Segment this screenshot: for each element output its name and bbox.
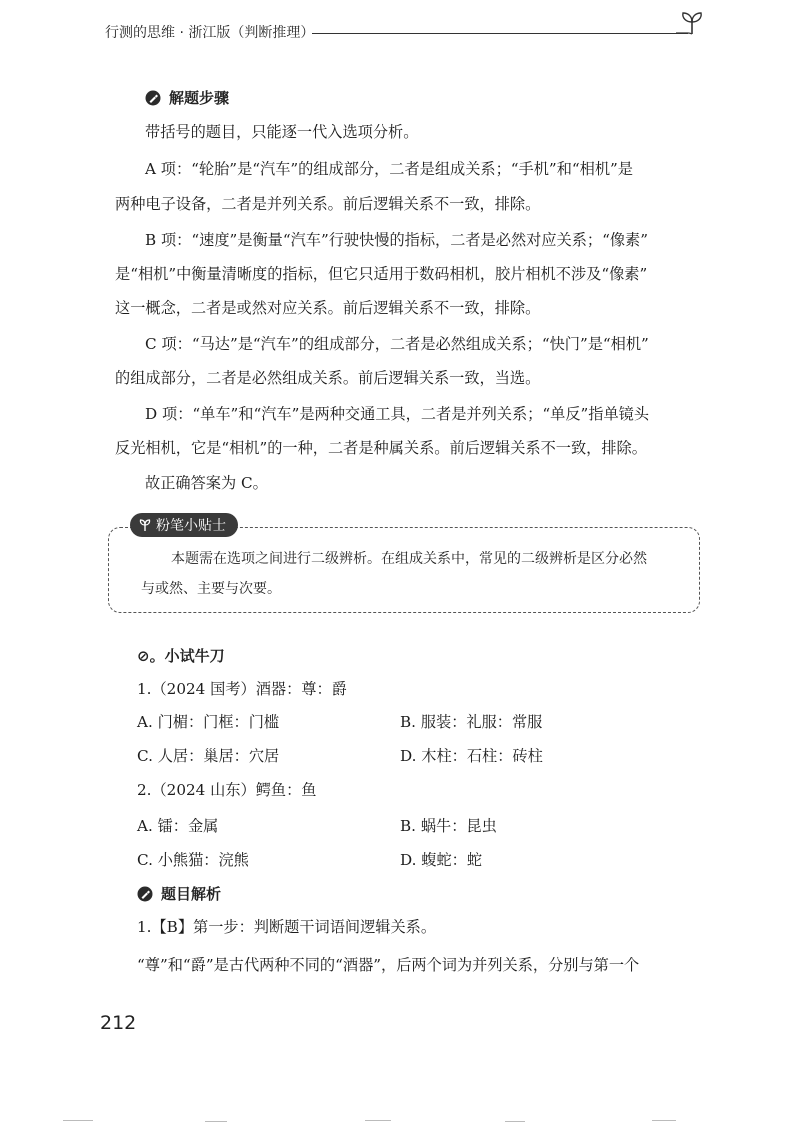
page-number: 212 xyxy=(100,1012,137,1034)
question-1-option-d: D. 木柱：石柱：砖柱 xyxy=(400,747,543,765)
option-c-line-1: C 项：“马达”是“汽车”的组成部分，二者是必然组成关系；“快门”是“相机” xyxy=(145,335,649,353)
section-heading-solution xyxy=(145,87,229,108)
solution-intro: 带括号的题目，只能逐一代入选项分析。 xyxy=(145,123,419,141)
option-c-line-2: 的组成部分，二者是必然组成关系。前后逻辑关系一致，当选。 xyxy=(115,369,541,387)
question-1-option-b: B. 服装：礼服：常服 xyxy=(400,713,543,731)
option-d-line-2: 反光相机，它是“相机”的一种，二者是种属关系。前后逻辑关系不一致，排除。 xyxy=(115,439,647,457)
question-2-stem: 2.（2024 山东）鳄鱼：鱼 xyxy=(137,781,317,799)
sprout-icon xyxy=(676,10,708,36)
question-2-option-a: A. 镭：金属 xyxy=(137,817,219,835)
option-a-line-2: 两种电子设备，二者是并列关系。前后逻辑关系不一致，排除。 xyxy=(115,195,541,213)
header-rule xyxy=(312,33,688,34)
tip-label-text: 粉笔小贴士 xyxy=(156,518,226,534)
analysis-line-2: “尊”和“爵”是古代两种不同的“酒器”，后两个词为并列关系，分别与第一个 xyxy=(137,956,640,974)
pen-badge-icon xyxy=(145,90,161,106)
question-2-option-d: D. 蝮蛇：蛇 xyxy=(400,851,483,869)
tip-label-tag xyxy=(130,513,238,537)
analysis-line-1: 1.【B】第一步：判断题干词语间逻辑关系。 xyxy=(137,918,437,936)
sprout-icon xyxy=(138,518,152,532)
option-a-line-1: A 项：“轮胎”是“汽车”的组成部分，二者是组成关系；“手机”和“相机”是 xyxy=(145,160,633,178)
option-b-line-1: B 项：“速度”是衡量“汽车”行驶快慢的指标，二者是必然对应关系；“像素” xyxy=(145,231,649,249)
tip-box xyxy=(108,527,700,613)
practice-heading: ⊘。小试牛刀 xyxy=(137,647,225,665)
question-2-option-c: C. 小熊猫：浣熊 xyxy=(137,851,249,869)
running-header-title: 行测的思维 · 浙江版（判断推理） xyxy=(105,25,315,41)
pen-badge-icon xyxy=(137,886,153,902)
question-2-option-b: B. 蜗牛：昆虫 xyxy=(400,817,497,835)
question-1-stem: 1.（2024 国考）酒器：尊：爵 xyxy=(137,680,347,698)
option-d-line-1: D 项：“单车”和“汽车”是两种交通工具，二者是并列关系；“单反”指单镜头 xyxy=(145,405,650,423)
question-1-option-c: C. 人居：巢居：穴居 xyxy=(137,747,280,765)
question-1-option-a: A. 门楣：门框：门槛 xyxy=(137,713,280,731)
solution-conclusion: 故正确答案为 C。 xyxy=(145,474,268,492)
section-heading-analysis xyxy=(137,883,221,904)
scan-artifacts xyxy=(0,1117,800,1125)
option-b-line-3: 这一概念，二者是或然对应关系。前后逻辑关系不一致，排除。 xyxy=(115,299,541,317)
section-heading-solution-text: 解题步骤 xyxy=(169,89,230,107)
option-b-line-2: 是“相机”中衡量清晰度的指标，但它只适用于数码相机，胶片相机不涉及“像素” xyxy=(115,265,648,283)
tip-text-line-1: 本题需在选项之间进行二级辨析。在组成关系中，常见的二级辨析是区分必然 xyxy=(171,551,647,567)
section-heading-analysis-text: 题目解析 xyxy=(161,885,222,903)
tip-text-line-2: 与或然、主要与次要。 xyxy=(141,581,281,597)
